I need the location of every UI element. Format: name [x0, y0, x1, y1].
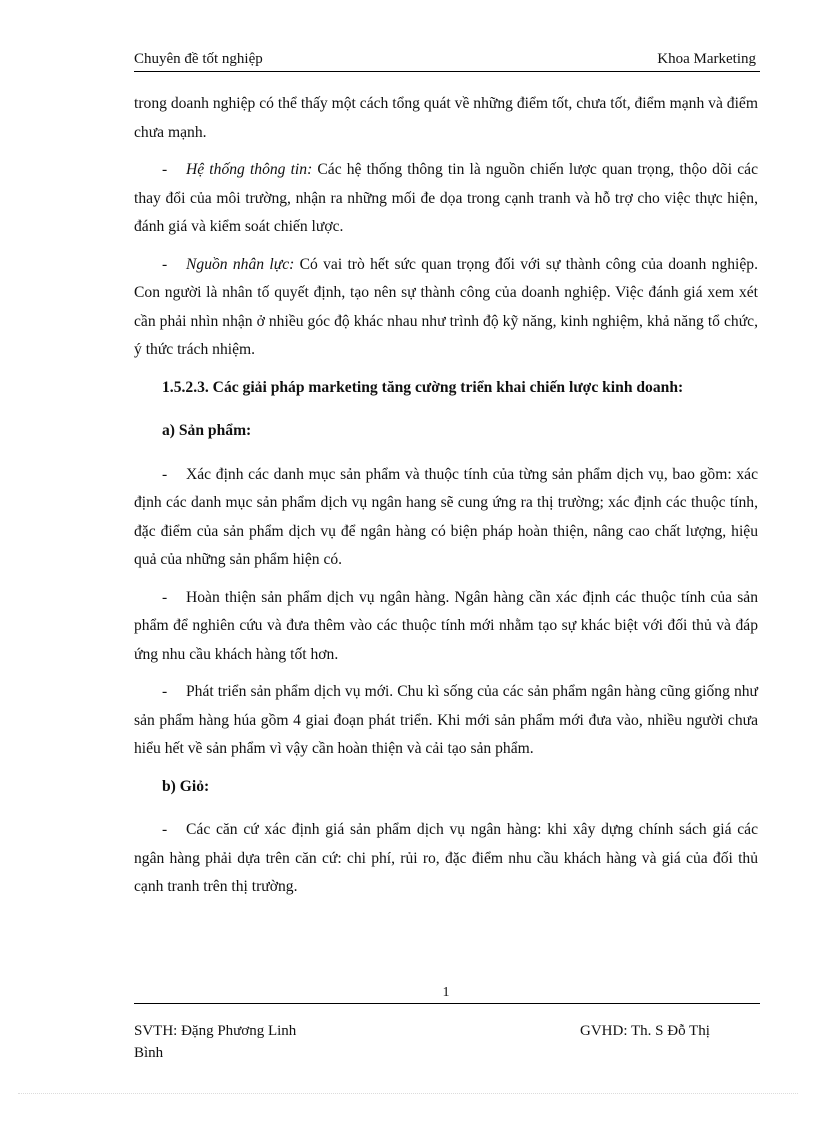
subsection-heading-product: a) Sản phẩm:: [162, 422, 252, 439]
paragraph-product-catalog: [134, 461, 758, 575]
header-department: Khoa Marketing: [657, 51, 756, 67]
paragraph-pricing-basis: [134, 816, 758, 902]
page-boundary: [18, 1093, 798, 1094]
paragraph-information-systems: [134, 156, 758, 242]
bullet-dash: -: [162, 683, 168, 700]
paragraph-product-improvement: [134, 584, 758, 670]
paragraph-new-product: [134, 678, 758, 764]
paragraph-text: Hoàn thiện sản phẩm dịch vụ ngân hàng. Ngân hàng cần xác định các thuộc tính của sản phẩm để nghiên cứu và đưa thêm vào các thuộc tính mới nhằm tạo sự khác biệt với đối thủ và đáp ứng nhu cầu khách hàng tốt hơn.: [134, 588, 758, 663]
footer-student: SVTH: Đặng Phương Linh: [134, 1023, 297, 1039]
footer-supervisor-continued: Bình: [134, 1045, 164, 1061]
bullet-dash: -: [162, 821, 168, 838]
paragraph-text: Phát triển sản phẩm dịch vụ mới. Chu kì sống của các sản phẩm ngân hàng cũng giống như sản phẩm hàng húa gồm 4 giai đoạn phát triển. Khi mới sản phẩm mới đưa vào, nhiều người chưa hiểu hết về sản phẩm vì vậy cần hoàn thiện và cải tạo sản phẩm.: [134, 683, 758, 757]
page-body: [134, 90, 758, 911]
bullet-dash: -: [162, 255, 168, 273]
paragraph-text: Các hệ thống thông tin là nguồn chiến lược quan trọng, thộo dõi các thay đổi của môi trường, nhận ra những mối đe dọa trong cạnh tranh và hỗ trợ cho việc thực hiện, đánh giá và kiểm soát chiến lược.: [134, 161, 758, 235]
term-human-resources: Nguồn nhân lực:: [186, 255, 295, 273]
term-information-systems: Hệ thống thông tin:: [186, 161, 313, 178]
header-document-title: Chuyên đề tốt nghiệp: [134, 51, 263, 67]
footer-supervisor: GVHD: Th. S Đỗ Thị: [580, 1023, 710, 1039]
bullet-dash: -: [162, 588, 168, 606]
paragraph-text: Các căn cứ xác định giá sản phẩm dịch vụ ngân hàng: khi xây dựng chính sách giá các ngân hàng phải dựa trên căn cứ: chi phí, rủi ro, đặc điểm nhu cầu khách hàng và giá của đối thủ cạnh tranh trên thị trường.: [134, 821, 758, 895]
bullet-dash: -: [162, 465, 168, 483]
paragraph-human-resources: [134, 251, 758, 365]
page-number: 1: [442, 985, 450, 1000]
bullet-dash: -: [162, 161, 168, 178]
header-divider: [134, 71, 760, 72]
section-heading: 1.5.2.3. Các giải pháp marketing tăng cường triển khai chiến lược kinh doanh:: [162, 378, 684, 396]
paragraph-text: Xác định các danh mục sản phẩm và thuộc tính của từng sản phẩm dịch vụ, bao gồm: xác định các danh mục sản phẩm dịch vụ ngân hang sẽ cung ứng ra thị trường; xác định các thuộc tính, đặc điểm của sản phẩm dịch vụ để ngân hàng có biện pháp hoàn thiện, nâng cao chất lượng, hiệu quả của những sản phẩm hiện có.: [134, 465, 758, 568]
paragraph-intro: trong doanh nghiệp có thể thấy một cách tổng quát về những điểm tốt, chưa tốt, điểm mạnh và điểm chưa mạnh.: [134, 95, 758, 141]
subsection-heading-price: b) Giỏ:: [162, 777, 210, 795]
footer-divider: [134, 1003, 760, 1004]
paragraph-text: Có vai trò hết sức quan trọng đối với sự thành công của doanh nghiệp. Con người là nhân tố quyết định, tạo nên sự thành công của doanh nghiệp. Việc đánh giá xem xét cần phải nhìn nhận ở nhiều góc độ khác nhau như trình độ kỹ năng, kinh nghiệm, khả năng tổ chức, ý thức trách nhiệm.: [134, 255, 758, 358]
